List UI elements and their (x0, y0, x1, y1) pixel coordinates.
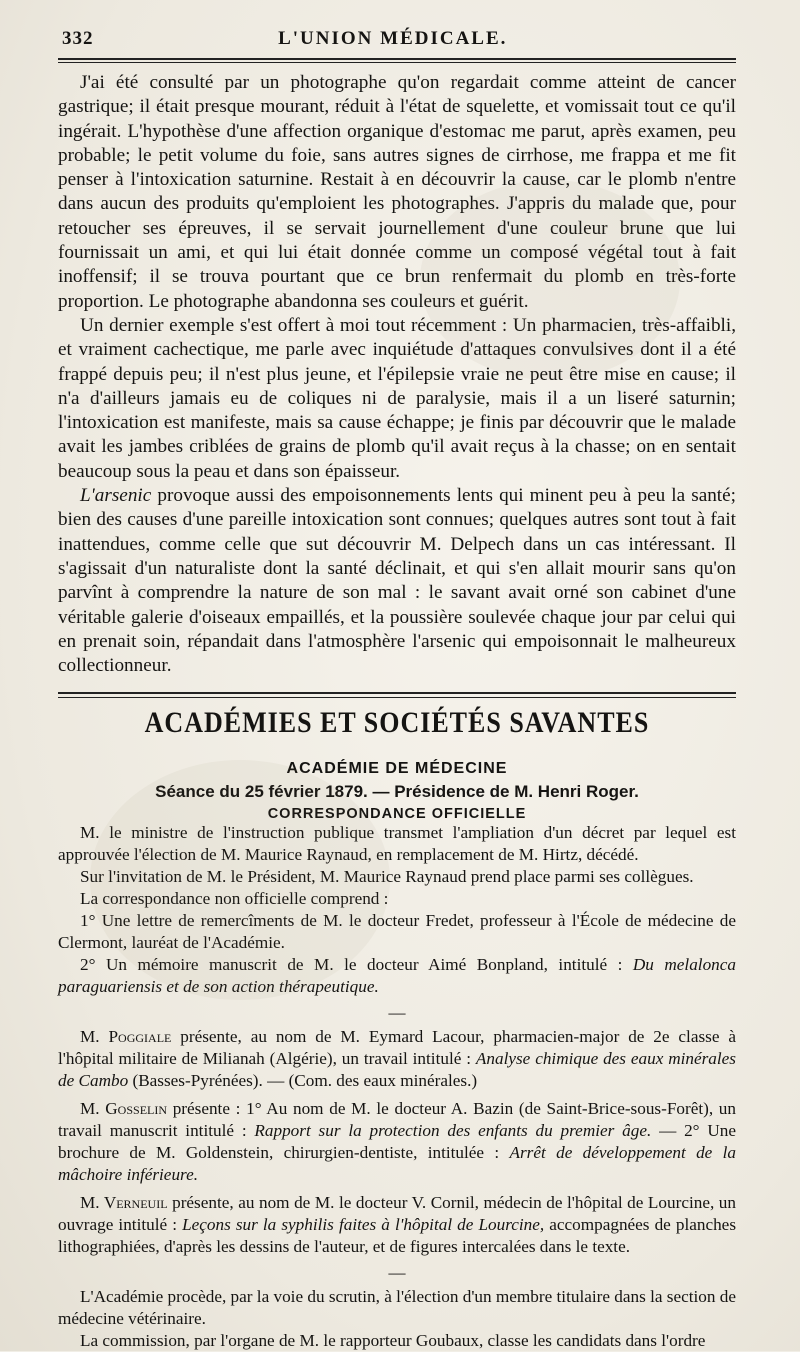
proceedings-text: — 2° Une brochure de M. Goldenstein, chirurgien-dentiste, intitulée : (58, 1121, 736, 1163)
work-title: Arrêt de développement de la mâchoire inférieure. (58, 1143, 736, 1185)
presenter-name: M. Verneuil (80, 1193, 168, 1213)
work-title: Rapport sur la protection des enfants du premier âge. (254, 1121, 652, 1141)
section-rule (58, 692, 736, 698)
proceedings-text: présente : 1° Au nom de M. le docteur A. Bazin (de Saint-Brice-sous-Forêt), un travail manuscrit intitulé : (58, 1099, 736, 1141)
article-paragraph-text: provoque aussi des empoisonnements lents qui minent peu à peu la santé; bien des causes d'une pareille intoxication sont connues; quelques autres sont tout à fait inattendues, comme celle que sut découvrir M. Delpech dans un cas intéressant. Il s'agissait d'un naturaliste dont la santé déclinait, et qui s'en allait mourir sans qu'on parvînt à comprendre la nature de son mal : le savant avait orné son cabinet d'une véritable galerie d'oiseaux empaillés, et la poussière soulevée chaque jour par celui qui en prenait soin, répandait dans l'atmosphère l'arsenic qui empoisonnait le malheureux collectionneur. (58, 485, 736, 677)
proceedings-paragraph (58, 1192, 736, 1258)
work-title: Du melalonca paraguariensis et de son action thérapeutique. (58, 955, 736, 997)
page-number: 332 (62, 28, 94, 49)
running-head (58, 28, 736, 50)
article-paragraph: J'ai été consulté par un photographe qu'on regardait comme atteint de cancer gastrique; il était presque mourant, réduit à l'état de squelette, et vomissait tout ce qu'il ingérait. L'hypothèse d'une affection organique d'estomac me parut, après examen, peu probable; le petit volume du foie, sans autres signes de cirrhose, me frappa et me fit penser à l'intoxication saturnine. Restait à en découvrir la cause, car le plomb n'entre dans aucun des produits qu'emploient les photographes. J'appris du malade que, pour retoucher ses épreuves, il se servait journellement d'une couleur brune que lui fournissait un ami, et qui lui était donnée comme un composé végétal tout à fait inoffensif; il se trouva pourtant que ce brun renfermait du plomb en très-forte proportion. Le photographe abandonna ses couleurs et guérit. (58, 72, 736, 312)
work-title: Leçons sur la syphilis faites à l'hôpital de Lourcine, (182, 1215, 545, 1235)
work-title: Analyse chimique des eaux minérales de Cambo (58, 1049, 736, 1091)
presenter-name: M. Gosselin (80, 1099, 168, 1119)
section-title: ACADÉMIES ET SOCIÉTÉS SAVANTES (144, 706, 650, 740)
presenter-name: M. Poggiale (80, 1027, 172, 1047)
proceedings-body (58, 822, 736, 1352)
proceedings-paragraph: M. le ministre de l'instruction publique transmet l'ampliation d'un décret par lequel est approuvée l'élection de M. Maurice Raynaud, en remplacement de M. Hirtz, décédé. (58, 823, 736, 865)
proceedings-paragraph: La commission, par l'organe de M. le rapporteur Goubaux, classe les candidats dans l'ordre (80, 1331, 706, 1351)
article-paragraph: Un dernier exemple s'est offert à moi tout récemment : Un pharmacien, très-affaibli, et vraiment cachectique, me parle avec inquiétude d'attaques convulsives dont il a été frappé depuis peu; il n'est plus jeune, et l'épilepsie vraie ne peut être mise en cause; il n'a d'ailleurs jamais eu de coliques ni de paralysie, mais il a un liseré saturnin; l'intoxication est manifeste, mais sa cause échappe; je finis par découvrir que le malade avait les jambes criblées de grains de plomb qu'il avait reçus à la chasse; on en sentait beaucoup sous la peau et dans son épaisseur. (58, 314, 736, 482)
proceedings-paragraph: Sur l'invitation de M. le Président, M. Maurice Raynaud prend place parmi ses collègues. (80, 867, 694, 887)
proceedings-text: 2° Un mémoire manuscrit de M. le docteur Aimé Bonpland, intitulé : (80, 955, 633, 975)
arsenic-term: L'arsenic (80, 485, 152, 507)
proceedings-text: présente, au nom de M. Eymard Lacour, pharmacien-major de 2e classe à l'hôpital militaire de Milianah (Algérie), un travail intitulé : (58, 1027, 736, 1069)
proceedings-text: présente, au nom de M. le docteur V. Cornil, médecin de l'hôpital de Lourcine, un ouvrage intitulé : (58, 1193, 736, 1235)
proceedings-text: accompagnées de planches lithographiées, d'après les dessins de l'auteur, et de figures intercalées dans le texte. (58, 1215, 737, 1257)
academy-heading: ACADÉMIE DE MÉDECINE (286, 760, 508, 778)
proceedings-paragraph (58, 1026, 736, 1092)
separator-dash: — (388, 1003, 406, 1023)
header-rule (58, 58, 736, 63)
proceedings-paragraph (58, 954, 736, 998)
proceedings-paragraph: La correspondance non officielle comprend : (80, 889, 389, 909)
session-line: Séance du 25 février 1879. — Présidence de M. Henri Roger. (155, 782, 639, 802)
article-body (58, 71, 736, 678)
proceedings-paragraph: 1° Une lettre de remercîments de M. le docteur Fredet, professeur à l'École de médecine de Clermont, lauréat de l'Académie. (58, 911, 736, 953)
proceedings-text: (Basses-Pyrénées). — (Com. des eaux minérales.) (128, 1071, 478, 1091)
journal-title: L'UNION MÉDICALE. (278, 28, 508, 49)
correspondence-heading: CORRESPONDANCE OFFICIELLE (267, 806, 527, 823)
proceedings-paragraph: L'Académie procède, par la voie du scrutin, à l'élection d'un membre titulaire dans la section de médecine vétérinaire. (58, 1287, 736, 1329)
separator-dash: — (388, 1263, 406, 1283)
article-paragraph (58, 484, 736, 678)
proceedings-paragraph (58, 1098, 736, 1186)
